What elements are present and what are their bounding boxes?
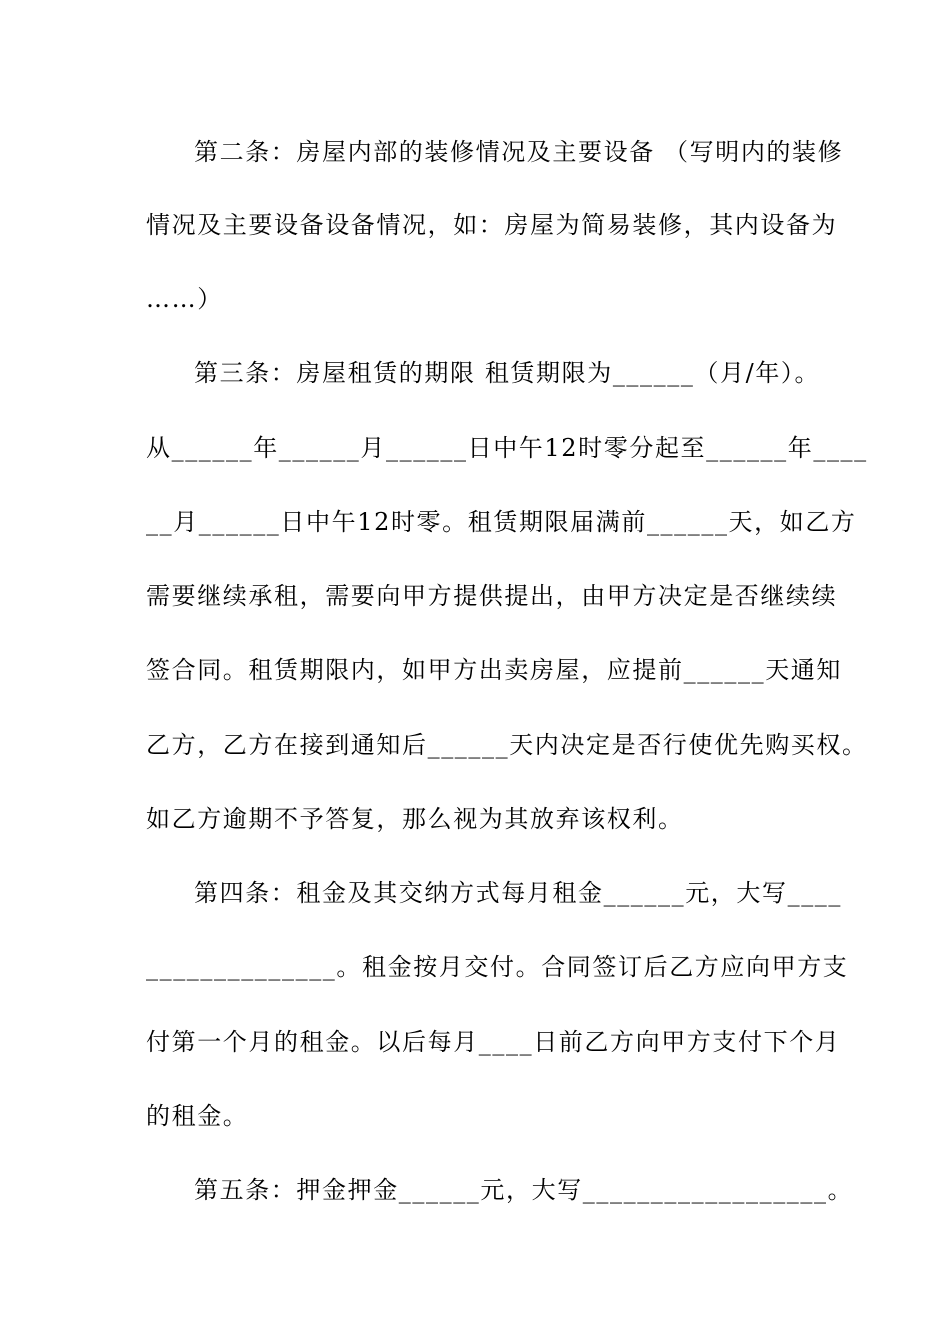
- clause-3-line-4: 需要继续承租，需要向甲方提供提出，由甲方决定是否继续续: [146, 582, 838, 610]
- clause-3-line-6: 乙方，乙方在接到通知后______天内决定是否行使优先购买权。: [146, 731, 868, 759]
- clause-3-line-3: __月______日中午12时零。租赁期限届满前______天，如乙方: [146, 508, 857, 536]
- clause-5-line-1: 第五条：押金押金______元，大写__________________。: [194, 1176, 854, 1204]
- clause-2-line-2: 情况及主要设备设备情况，如：房屋为简易装修，其内设备为: [146, 211, 838, 239]
- clause-4-line-2: ______________。租金按月交付。合同签订后乙方应向甲方支: [146, 953, 849, 981]
- clause-4-line-1: 第四条：租金及其交纳方式每月租金______元，大写____: [194, 879, 842, 907]
- clause-3-line-2: 从______年______月______日中午12时零分起至______年____: [146, 434, 868, 462]
- clause-3-line-7: 如乙方逾期不予答复，那么视为其放弃该权利。: [146, 805, 684, 833]
- clause-3-line-1: 第三条：房屋租赁的期限 租赁期限为______（月/年）。: [194, 359, 821, 387]
- clause-2-line-3: ……）: [146, 285, 223, 313]
- clause-3-line-5: 签合同。租赁期限内，如甲方出卖房屋，应提前______天通知: [146, 656, 842, 684]
- clause-4-line-3: 付第一个月的租金。以后每月____日前乙方向甲方支付下个月: [146, 1028, 841, 1056]
- clause-2-line-1: 第二条：房屋内部的装修情况及主要设备 （写明内的装修: [194, 138, 844, 166]
- clause-4-line-4: 的租金。: [146, 1102, 249, 1130]
